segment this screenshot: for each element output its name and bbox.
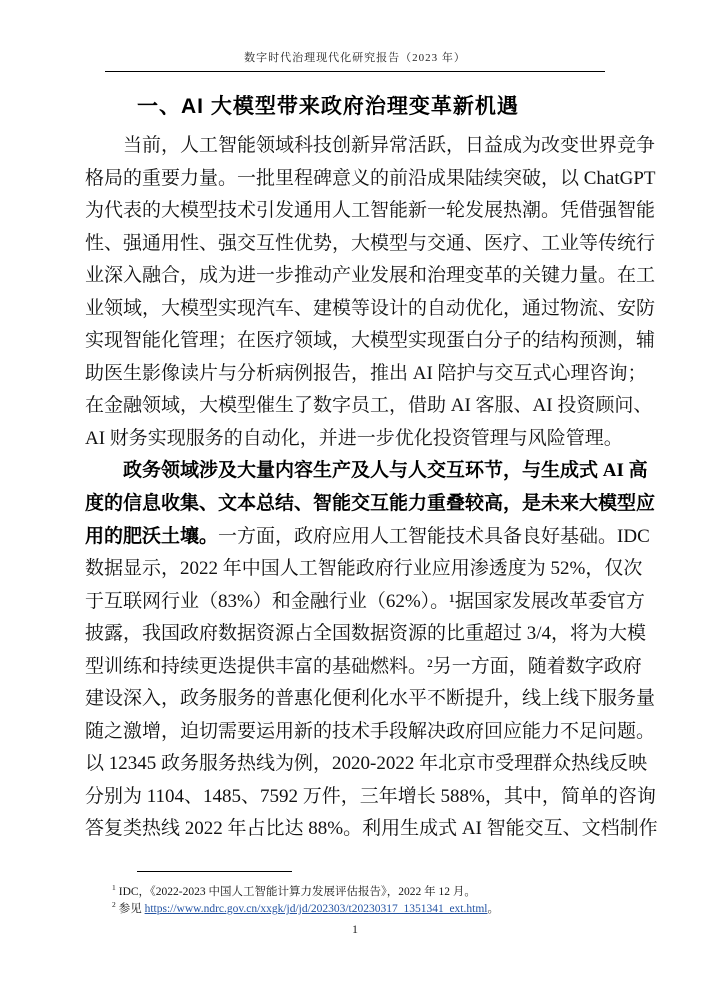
footnotes [112, 884, 632, 918]
paragraph1-line: 实现智能化管理；在医疗领域，大模型实现蛋白分子的结构预测，辅 [85, 330, 656, 352]
footnote-2-prefix: 参见 [118, 903, 145, 915]
paragraph2-line: 以 12345 政务服务热线为例，2020-2022 年北京市受理群众热线反映 [85, 753, 648, 775]
footnote-1-marker: 1 [112, 883, 116, 893]
footnote-2-suffix: 。 [487, 903, 499, 915]
paragraph2-mixed-line [85, 521, 650, 554]
paragraph1-line: 在金融领域，大模型催生了数字员工，借助 AI 客服、AI 投资顾问、 [85, 395, 653, 417]
paragraph2-bold-segment: 用的肥沃土壤。 [85, 525, 219, 547]
paragraph2-line: 披露，我国政府数据资源占全国数据资源的比重超过 3/4，将为大模 [85, 623, 647, 645]
paragraph1-line: AI 财务实现服务的自动化，并进一步优化投资管理与风险管理。 [85, 427, 623, 449]
header-rule [105, 71, 605, 72]
footnote-2 [112, 901, 632, 918]
paragraph2-bold-line: 政务领域涉及大量内容生产及人与人交互环节，与生成式 AI 高 [123, 460, 648, 482]
page-number: 1 [352, 922, 358, 936]
paragraph1-line: 格局的重要力量。一批里程碑意义的前沿成果陆续突破，以 ChatGPT [85, 167, 656, 189]
paragraph2-bold-line: 度的信息收集、文本总结、智能交互能力重叠较高，是未来大模型应 [85, 493, 656, 515]
paragraph2-line: 数据显示，2022 年中国人工智能政府行业应用渗透度为 52%，仅次 [85, 558, 643, 580]
paragraph2-line: 建设深入，政务服务的普惠化便利化水平不断提升，线上线下服务量 [85, 688, 656, 710]
paragraph1-line: 为代表的大模型技术引发通用人工智能新一轮发展热潮。凭借强智能 [85, 200, 656, 222]
paragraph1-line: 性、强通用性、强交互性优势，大模型与交通、医疗、工业等传统行 [85, 232, 656, 254]
footnote-2-link[interactable]: https://www.ndrc.gov.cn/xxgk/jd/jd/202303/t20230317_1351341_ext.html [144, 903, 488, 915]
body-text [85, 130, 658, 846]
footnote-separator [137, 871, 292, 872]
paragraph2-line: 于互联网行业（83%）和金融行业（62%）。¹据国家发展改革委官方 [85, 590, 645, 612]
paragraph1-line: 助医生影像读片与分析病例报告，推出 AI 陪护与交互式心理咨询； [85, 362, 647, 384]
paragraph2-regular-segment: 一方面，政府应用人工智能技术具备良好基础。IDC [218, 525, 650, 547]
paragraph2-line: 答复类热线 2022 年占比达 88%。利用生成式 AI 智能交互、文档制作 [85, 818, 658, 840]
paragraph1-line: 业领域，大模型实现汽车、建模等设计的自动优化，通过物流、安防 [85, 297, 656, 319]
footnote-1 [112, 884, 632, 901]
paragraph2-line: 分别为 1104、1485、7592 万件，三年增长 588%，其中，简单的咨询 [85, 785, 656, 807]
paragraph1-line: 业深入融合，成为进一步推动产业发展和治理变革的关键力量。在工 [85, 265, 656, 287]
paragraph2-line: 随之激增，迫切需要运用新的技术手段解决政府回应能力不足问题。 [85, 720, 656, 742]
paragraph2-line: 型训练和持续更迭提供丰富的基础燃料。²另一方面，随着数字政府 [85, 655, 642, 677]
running-header: 数字时代治理现代化研究报告（2023 年） [244, 52, 466, 64]
footnote-1-text: IDC，《2022-2023 中国人工智能计算力发展评估报告》，2022 年 12 月。 [118, 886, 476, 898]
paragraph1-line: 当前，人工智能领域科技创新异常活跃，日益成为改变世界竞争 [123, 135, 656, 156]
section-title: 一、AI 大模型带来政府治理变革新机遇 [137, 95, 519, 118]
footnote-2-marker: 2 [112, 900, 116, 910]
